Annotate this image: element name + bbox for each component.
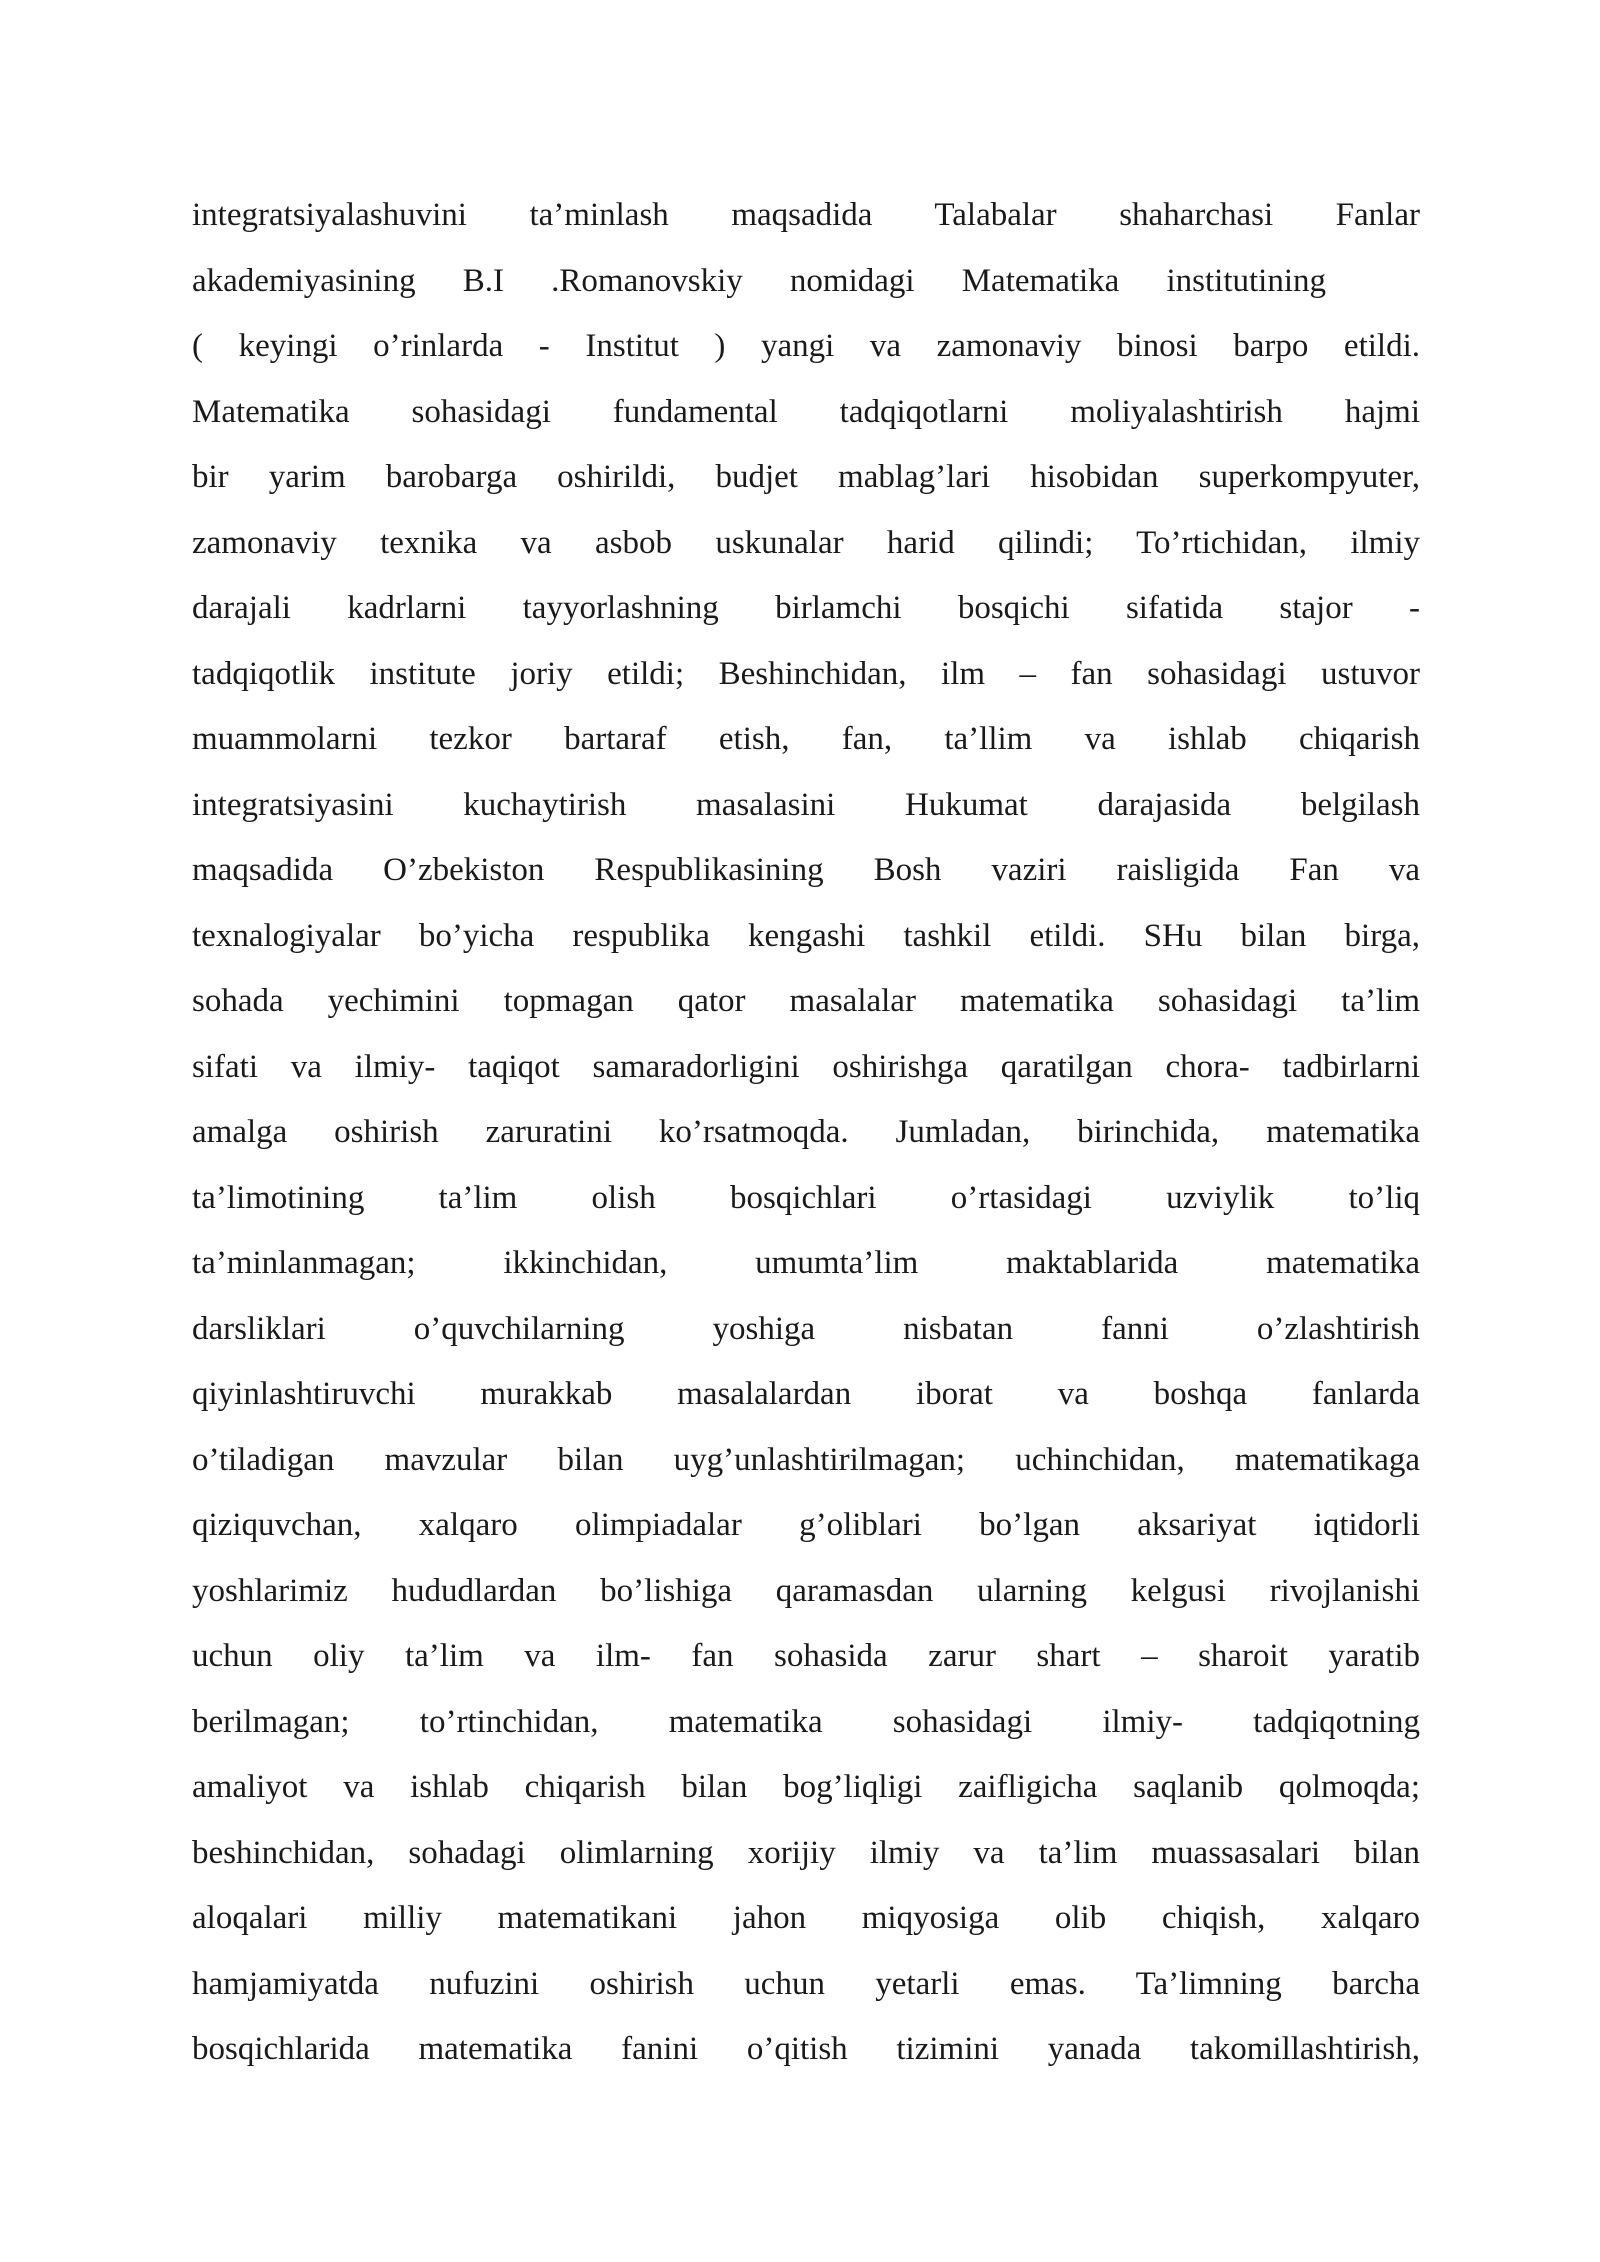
text-line: darajali kadrlarni tayyorlashning birlamchi bosqichi sifatida stajor - <box>192 590 1420 626</box>
text-line: hamjamiyatda nufuzini oshirish uchun yetarli emas. Ta’limning barcha <box>192 1965 1420 2002</box>
text-line: zamonaviy texnika va asbob uskunalar harid qilindi; To’rtichidan, ilmiy <box>192 524 1420 561</box>
text-line: beshinchidan, sohadagi olimlarning xorijiy ilmiy va ta’lim muassasalari bilan <box>192 1834 1420 1871</box>
text-line: amaliyot va ishlab chiqarish bilan bog’liqligi zaifligicha saqlanib qolmoqda; <box>192 1769 1420 1805</box>
text-line: berilmagan; to’rtinchidan, matematika sohasidagi ilmiy- tadqiqotning <box>192 1703 1420 1740</box>
text-line: akademiyasining B.I .Romanovskiy nomidagi Matematika institutining <box>192 262 1326 299</box>
text-line: tadqiqotlik institute joriy etildi; Beshinchidan, ilm – fan sohasidagi ustuvor <box>192 655 1420 692</box>
text-line: qiyinlashtiruvchi murakkab masalalardan iborat va boshqa fanlarda <box>192 1376 1420 1412</box>
body-text <box>192 187 1420 2087</box>
text-line: yoshlarimiz hududlardan bo’lishiga qaramasdan ularning kelgusi rivojlanishi <box>192 1572 1420 1609</box>
text-line: integratsiyalashuvini ta’minlash maqsadida Talabalar shaharchasi Fanlar <box>192 197 1420 233</box>
text-line: o’tiladigan mavzular bilan uyg’unlashtirilmagan; uchinchidan, matematikaga <box>192 1441 1420 1478</box>
text-line: uchun oliy ta’lim va ilm- fan sohasida zarur shart – sharoit yaratib <box>192 1638 1420 1674</box>
text-line: maqsadida O’zbekiston Respublikasining Bosh vaziri raisligida Fan va <box>192 852 1420 888</box>
text-line: aloqalari milliy matematikani jahon miqyosiga olib chiqish, xalqaro <box>192 1900 1420 1936</box>
text-line: ( keyingi o’rinlarda - Institut ) yangi va zamonaviy binosi barpo etildi. <box>192 328 1420 364</box>
text-line: bir yarim barobarga oshirildi, budjet mablag’lari hisobidan superkompyuter, <box>192 459 1420 495</box>
text-line: ta’limotining ta’lim olish bosqichlari o’rtasidagi uzviylik to’liq <box>192 1179 1420 1216</box>
text-line: sifati va ilmiy- taqiqot samaradorligini oshirishga qaratilgan chora- tadbirlarni <box>192 1048 1420 1085</box>
text-line: bosqichlarida matematika fanini o’qitish tizimini yanada takomillashtirish, <box>192 2031 1420 2067</box>
text-line: ta’minlanmagan; ikkinchidan, umumta’lim maktablarida matematika <box>192 1245 1420 1281</box>
text-line: muammolarni tezkor bartaraf etish, fan, ta’llim va ishlab chiqarish <box>192 721 1420 757</box>
text-line: darsliklari o’quvchilarning yoshiga nisbatan fanni o’zlashtirish <box>192 1310 1420 1347</box>
text-line: integratsiyasini kuchaytirish masalasini Hukumat darajasida belgilash <box>192 786 1420 823</box>
text-line: sohada yechimini topmagan qator masalalar matematika sohasidagi ta’lim <box>192 983 1420 1019</box>
text-line: qiziquvchan, xalqaro olimpiadalar g’oliblari bo’lgan aksariyat iqtidorli <box>192 1507 1420 1543</box>
text-line: amalga oshirish zaruratini ko’rsatmoqda. Jumladan, birinchida, matematika <box>192 1114 1420 1150</box>
text-line: Matematika sohasidagi fundamental tadqiqotlarni moliyalashtirish hajmi <box>192 393 1420 430</box>
text-line: texnalogiyalar bo’yicha respublika kengashi tashkil etildi. SHu bilan birga, <box>192 917 1420 954</box>
